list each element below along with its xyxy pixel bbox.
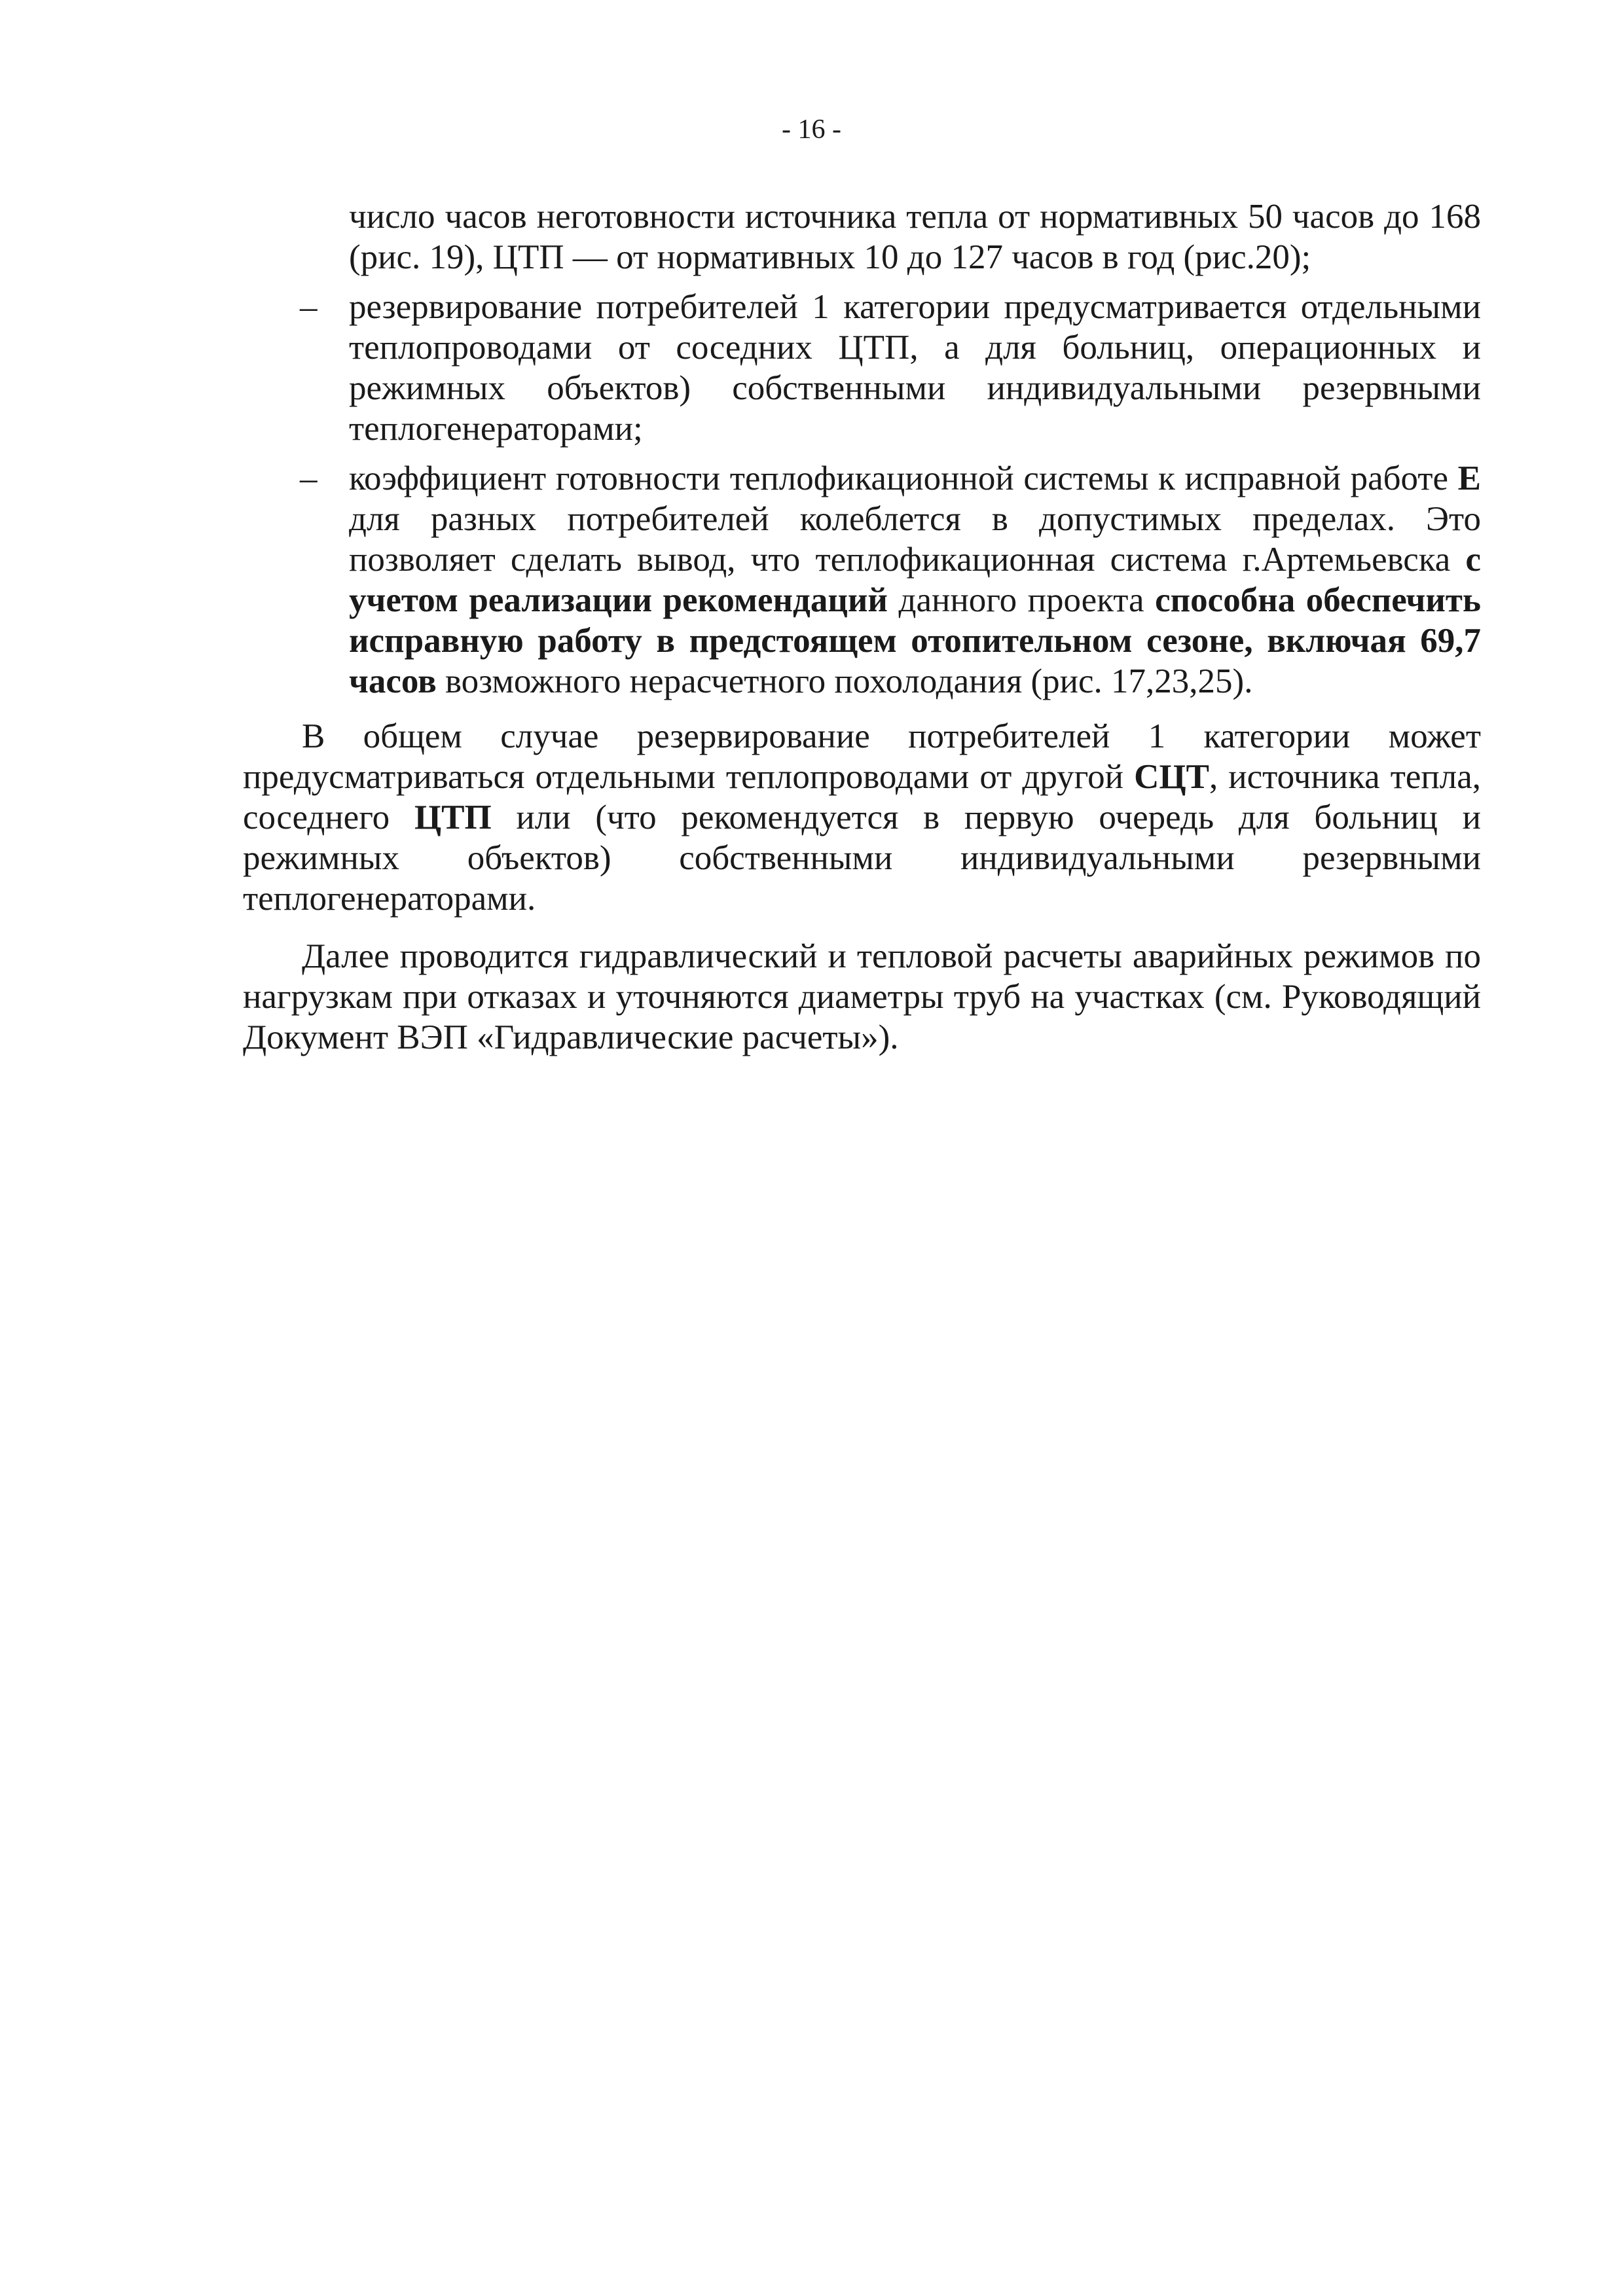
bold-text-run: с учетом реализации рекомендаций xyxy=(349,541,1481,619)
document-body xyxy=(243,196,1481,1075)
list-item-text: резервирование потребителей 1 категории предусматривается отдельными теплопроводами от соседних ЦТП, а для больниц, операционных и режимных объектов) собственными индивидуальными резервными теплогенераторами; xyxy=(349,288,1481,448)
list-item-continuation: число часов неготовности источника тепла от нормативных 50 часов до 168 (рис. 19), ЦТП — от нормативных 10 до 127 часов в год (рис.20); xyxy=(349,198,1481,276)
list-item-reservation xyxy=(300,287,1481,449)
paragraph-reservation-general xyxy=(243,716,1481,919)
text-run: , источника тепла, соседнего xyxy=(243,758,1481,836)
text-run: В общем случае резервирование потребителей 1 категории может предусматриваться отдельными теплопроводами от другой xyxy=(243,717,1481,796)
text-run: данного проекта xyxy=(887,581,1156,619)
list-dash: – xyxy=(300,459,318,497)
bold-text-run: способна обеспечить исправную работу в предстоящем отопительном сезоне, включая 69,7 часов xyxy=(349,581,1481,700)
list-dash: – xyxy=(300,288,318,326)
page-number: - 16 - xyxy=(782,115,841,145)
paragraph-hydraulic-calculation: Далее проводится гидравлический и тепловой расчеты аварийных режимов по нагрузкам при отказах и уточняются диаметры труб на участках (см. Руководящий Документ ВЭП «Гидравлические расчеты»). xyxy=(243,937,1481,1056)
list-item-readiness-coefficient xyxy=(300,458,1481,702)
bold-text-run: СЦТ xyxy=(1134,758,1209,796)
text-run: коэффициент готовности теплофикационной системы к исправной работе xyxy=(349,459,1458,497)
text-run: возможного нерасчетного похолодания (рис. 17,23,25). xyxy=(436,662,1253,700)
bold-text-run: Е xyxy=(1457,459,1481,497)
text-run: для разных потребителей колеблется в допустимых пределах. Это позволяет сделать вывод, что теплофикационная система г.Артемьевска xyxy=(349,500,1481,579)
bold-text-run: ЦТП xyxy=(414,798,492,836)
text-run: или (что рекомендуется в первую очередь для больниц и режимных объектов) собственными индивидуальными резервными теплогенераторами. xyxy=(243,798,1481,918)
